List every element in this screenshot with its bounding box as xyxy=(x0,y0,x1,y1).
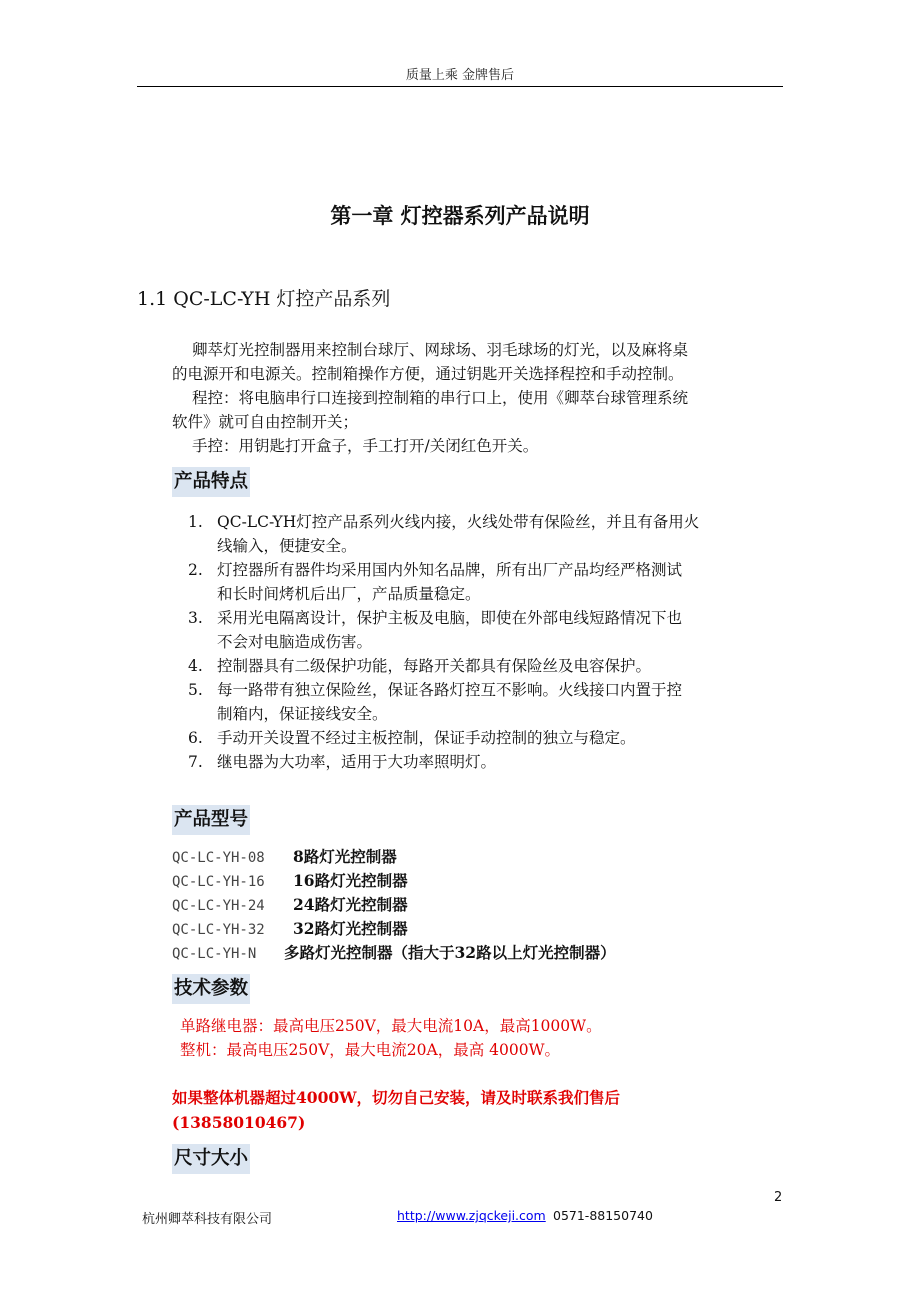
list-text: 控制器具有二级保护功能，每路开关都具有保险丝及电容保护。 xyxy=(217,657,652,675)
section-title: 1.1 QC-LC-YH 灯控产品系列 xyxy=(137,288,391,310)
intro-line: 卿萃灯光控制器用来控制台球厅、网球场、羽毛球场的灯光，以及麻将桌 xyxy=(192,341,689,359)
list-item xyxy=(188,606,699,654)
chapter-title: 第一章 灯控器系列产品说明 xyxy=(330,204,590,228)
header-text: 质量上乘 金牌售后 xyxy=(405,68,515,83)
list-item xyxy=(188,510,699,558)
list-text: 制箱内，保证接线安全。 xyxy=(217,705,388,723)
list-text: 继电器为大功率，适用于大功率照明灯。 xyxy=(217,753,497,771)
list-item xyxy=(188,750,699,774)
warning-line: 如果整体机器超过4000W，切勿自己安装，请及时联系我们售后 xyxy=(172,1088,621,1107)
model-code: QC-LC-YH-08 xyxy=(172,850,265,866)
footer-phone: 0571-88150740 xyxy=(553,1208,653,1223)
intro-line: 程控：将电脑串行口连接到控制箱的串行口上，使用《卿萃台球管理系统 xyxy=(192,389,689,407)
list-text: 灯控器所有器件均采用国内外知名品牌，所有出厂产品均经严格测试 xyxy=(217,561,683,579)
model-name: 32路灯光控制器 xyxy=(293,919,408,938)
model-row xyxy=(172,941,616,965)
intro-line: 手控：用钥匙打开盒子，手工打开/关闭红色开关。 xyxy=(192,437,539,455)
model-name: 24路灯光控制器 xyxy=(293,895,408,914)
intro-line: 的电源开和电源关。控制箱操作方便，通过钥匙开关选择程控和手动控制。 xyxy=(172,365,684,383)
tech-spec-relay: 单路继电器：最高电压250V，最大电流10A，最高1000W。 xyxy=(180,1017,602,1035)
intro-paragraph xyxy=(172,338,784,458)
list-item xyxy=(188,558,699,606)
model-code: QC-LC-YH-24 xyxy=(172,898,265,914)
list-number: 3. xyxy=(188,609,203,627)
page-number: 2 xyxy=(774,1190,783,1205)
list-text: 和长时间烤机后出厂，产品质量稳定。 xyxy=(217,585,481,603)
features-list xyxy=(188,510,699,774)
list-number: 4. xyxy=(188,657,203,675)
list-number: 5. xyxy=(188,681,203,699)
model-name: 8路灯光控制器 xyxy=(293,847,397,866)
list-text: 采用光电隔离设计，保护主板及电脑，即使在外部电线短路情况下也 xyxy=(217,609,683,627)
list-number: 2. xyxy=(188,561,203,579)
footer-company: 杭州卿萃科技有限公司 xyxy=(142,1212,273,1227)
tech-heading: 技术参数 xyxy=(172,974,250,1004)
size-heading: 尺寸大小 xyxy=(172,1144,250,1174)
models-list xyxy=(172,845,616,965)
header-rule xyxy=(137,86,783,87)
model-row xyxy=(172,845,616,869)
list-text: 线输入，便捷安全。 xyxy=(217,537,357,555)
list-text: 每一路带有独立保险丝，保证各路灯控互不影响。火线接口内置于控 xyxy=(217,681,683,699)
model-name: 16路灯光控制器 xyxy=(293,871,408,890)
list-text: QC-LC-YH灯控产品系列火线内接，火线处带有保险丝，并且有备用火 xyxy=(217,513,700,531)
model-code: QC-LC-YH-16 xyxy=(172,874,265,890)
footer-website-link[interactable]: http://www.zjqckeji.com xyxy=(397,1208,546,1223)
features-heading: 产品特点 xyxy=(172,467,250,497)
list-number: 7. xyxy=(188,753,203,771)
models-heading: 产品型号 xyxy=(172,805,250,835)
list-number: 6. xyxy=(188,729,203,747)
list-item xyxy=(188,678,699,726)
model-row xyxy=(172,893,616,917)
intro-line: 软件》就可自由控制开关； xyxy=(172,413,359,431)
list-text: 不会对电脑造成伤害。 xyxy=(217,633,373,651)
model-code: QC-LC-YH-N xyxy=(172,946,257,962)
list-text: 手动开关设置不经过主板控制，保证手动控制的独立与稳定。 xyxy=(217,729,636,747)
model-row xyxy=(172,917,616,941)
tech-spec-whole: 整机：最高电压250V，最大电流20A，最高 4000W。 xyxy=(180,1041,561,1059)
model-row xyxy=(172,869,616,893)
warning-text xyxy=(172,1085,620,1135)
list-number: 1. xyxy=(188,513,203,531)
model-code: QC-LC-YH-32 xyxy=(172,922,265,938)
warning-phone: (13858010467) xyxy=(172,1113,306,1132)
list-item xyxy=(188,726,699,750)
model-name: 多路灯光控制器（指大于32路以上灯光控制器） xyxy=(284,943,616,962)
list-item xyxy=(188,654,699,678)
